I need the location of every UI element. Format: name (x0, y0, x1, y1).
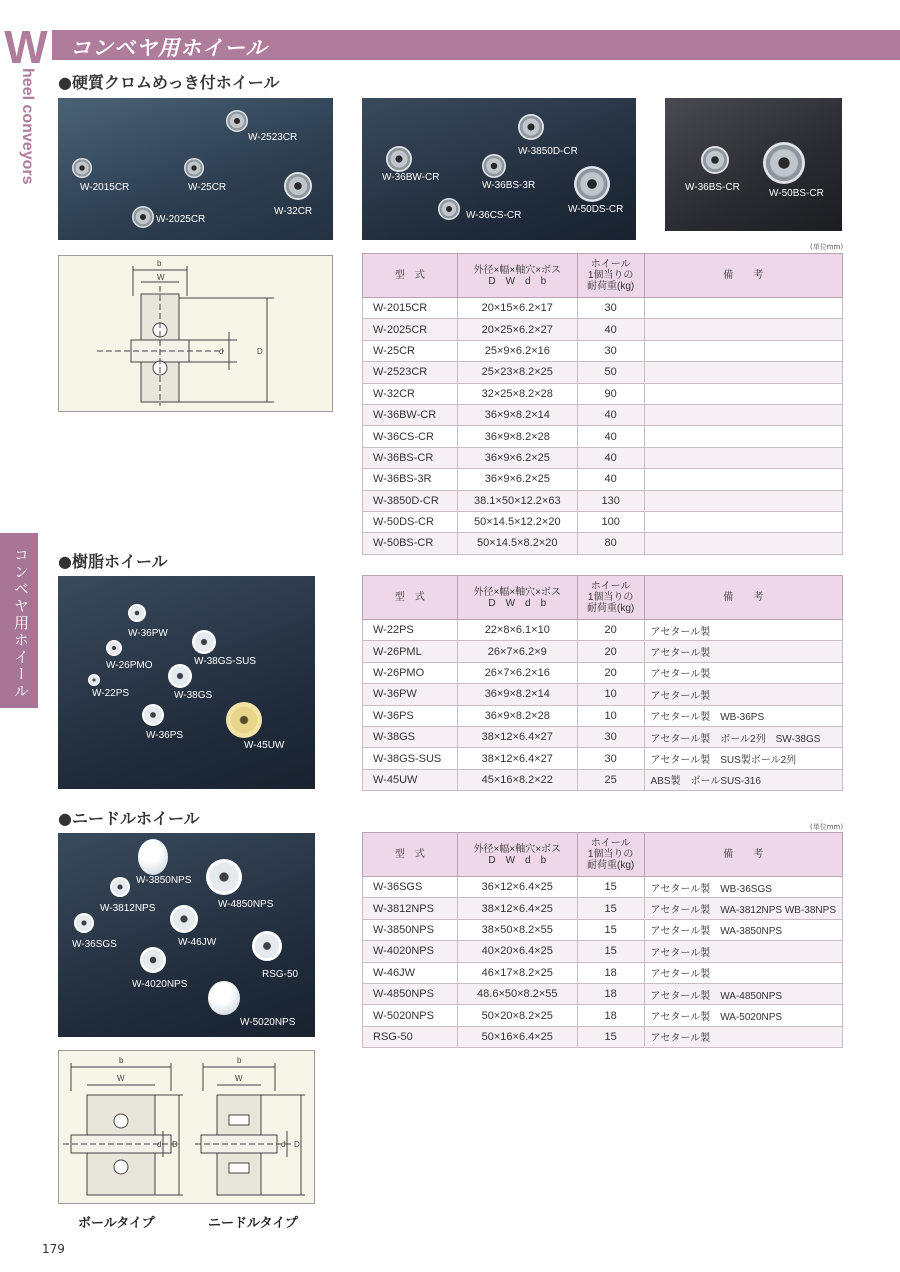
col-header-remarks: 備 考 (644, 833, 842, 877)
photo-label: W-38GS (174, 690, 213, 701)
cell-dims: 26×7×6.2×16 (457, 662, 577, 683)
wheel-image (518, 114, 544, 140)
cell-model: W-3850NPS (363, 919, 458, 940)
wheel-cross-section-drawing (59, 256, 334, 413)
cell-model: W-2015CR (363, 298, 458, 319)
cell-dims: 25×23×8.2×25 (457, 362, 577, 383)
cell-dims: 25×9×6.2×16 (457, 340, 577, 361)
table-row (363, 1005, 843, 1026)
cell-model: RSG-50 (363, 1026, 458, 1047)
col-header-model: 型 式 (363, 833, 458, 877)
cell-model: W-4850NPS (363, 983, 458, 1004)
photo-label: W-3850NPS (136, 875, 192, 886)
cell-load: 30 (577, 726, 644, 747)
cell-load: 18 (577, 1005, 644, 1026)
table-row (363, 919, 843, 940)
unit-note: (単位mm) (810, 823, 844, 831)
cell-remarks: アセタール製 SUS製ボール2列 (644, 748, 842, 769)
cell-remarks: アセタール製 WA-4850NPS (644, 983, 842, 1004)
cell-load: 15 (577, 877, 644, 898)
table-row (363, 319, 843, 340)
table-row (363, 426, 843, 447)
cell-dims: 50×14.5×12.2×20 (457, 511, 577, 532)
cell-model: W-25CR (363, 340, 458, 361)
cell-load: 10 (577, 705, 644, 726)
cell-dims: 36×9×8.2×28 (457, 426, 577, 447)
cell-dims: 46×17×8.2×25 (457, 962, 577, 983)
table-row (363, 641, 843, 662)
wheel-image (170, 905, 198, 933)
cell-load: 15 (577, 941, 644, 962)
cell-remarks (644, 383, 842, 404)
cell-dims: 38×50×8.2×55 (457, 919, 577, 940)
table-row (363, 511, 843, 532)
table-row (363, 1026, 843, 1047)
dimension-diagram-chrome (58, 255, 333, 412)
table-row (363, 620, 843, 641)
cell-dims: 36×9×8.2×28 (457, 705, 577, 726)
col-header-dims: 外径×幅×軸穴×ボス D W d b (457, 576, 577, 620)
wheel-image (74, 913, 94, 933)
cell-dims: 36×9×8.2×14 (457, 404, 577, 425)
cell-model: W-3812NPS (363, 898, 458, 919)
cell-model: W-46JW (363, 962, 458, 983)
wheel-image (284, 172, 312, 200)
label-w: W (117, 1074, 125, 1083)
label-big-d: D (294, 1140, 300, 1149)
cell-model: W-4020NPS (363, 941, 458, 962)
section-heading-needle: ●ニードルホイール (58, 809, 200, 828)
cell-model: W-38GS (363, 726, 458, 747)
label-d: d (157, 1140, 162, 1149)
cell-remarks (644, 340, 842, 361)
cell-remarks (644, 404, 842, 425)
cell-dims: 50×20×8.2×25 (457, 1005, 577, 1026)
wheel-image (226, 702, 262, 738)
cell-load: 40 (577, 319, 644, 340)
cell-dims: 38×12×6.4×25 (457, 898, 577, 919)
cell-model: W-32CR (363, 383, 458, 404)
table-row (363, 726, 843, 747)
table-row (363, 447, 843, 468)
label-w: W (157, 273, 165, 282)
photo-label: W-3812NPS (100, 903, 156, 914)
cell-remarks: アセタール製 (644, 620, 842, 641)
wheel-image (110, 877, 130, 897)
photo-chrome-wheels-3 (665, 98, 842, 231)
wheel-cross-section-drawings (59, 1051, 316, 1205)
cell-load: 30 (577, 298, 644, 319)
side-brand-text: heel conveyors (19, 68, 36, 185)
wheel-image (184, 158, 204, 178)
photo-label: W-36PS (146, 730, 184, 741)
cell-load: 100 (577, 511, 644, 532)
cell-model: W-2025CR (363, 319, 458, 340)
cell-load: 20 (577, 620, 644, 641)
cell-model: W-36PW (363, 684, 458, 705)
cell-load: 20 (577, 662, 644, 683)
cell-remarks: アセタール製 WB-36PS (644, 705, 842, 726)
photo-label: W-22PS (92, 688, 130, 699)
cell-load: 90 (577, 383, 644, 404)
cell-model: W-38GS-SUS (363, 748, 458, 769)
col-header-remarks: 備 考 (644, 254, 842, 298)
cell-model: W-36BS-CR (363, 447, 458, 468)
cell-dims: 38×12×6.4×27 (457, 726, 577, 747)
cell-load: 30 (577, 748, 644, 769)
photo-label: W-50BS-CR (769, 188, 824, 199)
label-d: d (219, 347, 224, 356)
cell-remarks (644, 511, 842, 532)
table-row (363, 983, 843, 1004)
caption-ball-type: ボールタイプ (78, 1216, 155, 1231)
table-row (363, 469, 843, 490)
wheel-image (132, 206, 154, 228)
cell-remarks: アセタール製 (644, 662, 842, 683)
cell-remarks (644, 298, 842, 319)
photo-label: RSG-50 (262, 969, 299, 980)
col-header-model: 型 式 (363, 576, 458, 620)
cell-model: W-22PS (363, 620, 458, 641)
cell-model: W-36BS-3R (363, 469, 458, 490)
photo-label: W-36BS-CR (685, 182, 740, 193)
cell-model: W-5020NPS (363, 1005, 458, 1026)
cell-dims: 38.1×50×12.2×63 (457, 490, 577, 511)
label-b: b (237, 1056, 242, 1065)
photo-chrome-wheels-1 (58, 98, 333, 240)
cell-load: 18 (577, 983, 644, 1004)
cell-dims: 32×25×8.2×28 (457, 383, 577, 404)
wheel-image (192, 630, 216, 654)
wheel-image (438, 198, 460, 220)
cell-remarks: ABS製 ボールSUS-316 (644, 769, 842, 790)
cell-load: 40 (577, 426, 644, 447)
cell-load: 40 (577, 447, 644, 468)
photo-label: W-38GS-SUS (194, 656, 257, 667)
cell-model: W-36PS (363, 705, 458, 726)
photo-label: W-36CS-CR (466, 210, 522, 221)
cell-remarks: アセタール製 ボール2列 SW-38GS (644, 726, 842, 747)
photo-needle-wheels (58, 833, 315, 1037)
label-w: W (235, 1074, 243, 1083)
photo-label: W-36SGS (72, 939, 117, 950)
cell-dims: 36×12×6.4×25 (457, 877, 577, 898)
cell-remarks: アセタール製 (644, 684, 842, 705)
table-row (363, 769, 843, 790)
table-row (363, 383, 843, 404)
cell-dims: 50×16×6.4×25 (457, 1026, 577, 1047)
spec-table-needle (362, 832, 843, 1048)
table-row (363, 962, 843, 983)
wheel-image (106, 640, 122, 656)
cell-dims: 20×25×6.2×27 (457, 319, 577, 340)
cell-model: W-36BW-CR (363, 404, 458, 425)
cell-load: 15 (577, 1026, 644, 1047)
cell-load: 20 (577, 641, 644, 662)
col-header-dims: 外径×幅×軸穴×ボス D W d b (457, 254, 577, 298)
photo-label: W-32CR (274, 206, 313, 217)
label-b: b (119, 1056, 124, 1065)
cell-remarks: アセタール製 WA-5020NPS (644, 1005, 842, 1026)
wheel-image (386, 146, 412, 172)
section-heading-resin: ●樹脂ホイール (58, 552, 168, 571)
cell-load: 30 (577, 340, 644, 361)
spec-table-resin (362, 575, 843, 791)
cell-load: 10 (577, 684, 644, 705)
wheel-image (142, 704, 164, 726)
cell-load: 18 (577, 962, 644, 983)
photo-chrome-wheels-2 (362, 98, 636, 240)
cell-remarks: アセタール製 WA-3812NPS WB-38NPS (644, 898, 842, 919)
photo-label: W-5020NPS (240, 1017, 296, 1028)
col-header-load: ホイール 1個当りの 耐荷重(kg) (577, 254, 644, 298)
cell-load: 15 (577, 898, 644, 919)
col-header-load: ホイール 1個当りの 耐荷重(kg) (577, 833, 644, 877)
cell-dims: 20×15×6.2×17 (457, 298, 577, 319)
cell-model: W-26PMO (363, 662, 458, 683)
section-header-bar (52, 30, 900, 60)
cell-dims: 38×12×6.4×27 (457, 748, 577, 769)
cell-load: 40 (577, 469, 644, 490)
cell-remarks (644, 533, 842, 554)
cell-remarks (644, 362, 842, 383)
label-b: b (157, 259, 162, 268)
cell-model: W-50BS-CR (363, 533, 458, 554)
photo-label: W-4850NPS (218, 899, 274, 910)
cell-remarks: アセタール製 WB-36SGS (644, 877, 842, 898)
col-header-load: ホイール 1個当りの 耐荷重(kg) (577, 576, 644, 620)
wheel-image (763, 142, 805, 184)
wheel-image (168, 664, 192, 688)
label-d: d (281, 1140, 286, 1149)
wheel-image (252, 931, 282, 961)
wheel-image (140, 947, 166, 973)
photo-label: W-25CR (188, 182, 227, 193)
cell-remarks (644, 426, 842, 447)
wheel-image (226, 110, 248, 132)
cell-model: W-26PML (363, 641, 458, 662)
cell-load: 130 (577, 490, 644, 511)
wheel-image (482, 154, 506, 178)
photo-label: W-36BS-3R (482, 180, 536, 191)
table-row (363, 404, 843, 425)
cell-dims: 36×9×8.2×14 (457, 684, 577, 705)
photo-label: W-2015CR (80, 182, 130, 193)
wheel-image (72, 158, 92, 178)
wheel-image (208, 981, 240, 1015)
table-row (363, 662, 843, 683)
table-row (363, 877, 843, 898)
wheel-image (128, 604, 146, 622)
cell-model: W-50DS-CR (363, 511, 458, 532)
page-number: 179 (42, 1242, 65, 1256)
caption-needle-type: ニードルタイプ (208, 1216, 298, 1231)
page-title: コンベヤ用ホイール (70, 36, 268, 60)
spec-table-chrome (362, 253, 843, 555)
table-row (363, 748, 843, 769)
cell-remarks: アセタール製 (644, 1026, 842, 1047)
cell-remarks: アセタール製 (644, 941, 842, 962)
photo-label: W-2523CR (248, 132, 298, 143)
photo-label: W-4020NPS (132, 979, 188, 990)
table-row (363, 705, 843, 726)
cell-remarks: アセタール製 (644, 962, 842, 983)
table-row (363, 898, 843, 919)
col-header-model: 型 式 (363, 254, 458, 298)
wheel-image (574, 166, 610, 202)
photo-label: W-45UW (244, 740, 285, 751)
photo-label: W-2025CR (156, 214, 206, 225)
cell-load: 80 (577, 533, 644, 554)
photo-label: W-3850D-CR (518, 146, 578, 157)
cell-load: 50 (577, 362, 644, 383)
cell-remarks (644, 469, 842, 490)
cell-dims: 22×8×6.1×10 (457, 620, 577, 641)
photo-label: W-36PW (128, 628, 168, 639)
cell-model: W-36SGS (363, 877, 458, 898)
side-tab-label: コンベヤ用ホイール (12, 547, 30, 700)
cell-dims: 26×7×6.2×9 (457, 641, 577, 662)
photo-label: W-26PMO (106, 660, 153, 671)
cell-remarks (644, 447, 842, 468)
side-brand-initial: W (4, 21, 48, 73)
cell-model: W-45UW (363, 769, 458, 790)
table-row (363, 941, 843, 962)
unit-note: (単位mm) (810, 243, 844, 251)
cell-model: W-36CS-CR (363, 426, 458, 447)
section-heading-chrome: ●硬質クロムめっき付ホイール (58, 73, 280, 92)
col-header-remarks: 備 考 (644, 576, 842, 620)
table-row (363, 684, 843, 705)
photo-resin-wheels (58, 576, 315, 789)
cell-remarks (644, 319, 842, 340)
cell-model: W-2523CR (363, 362, 458, 383)
wheel-image (88, 674, 100, 686)
table-row (363, 298, 843, 319)
cell-remarks: アセタール製 WA-3850NPS (644, 919, 842, 940)
dimension-diagram-needle (58, 1050, 315, 1204)
table-row (363, 340, 843, 361)
side-category-tab[interactable] (0, 533, 38, 708)
cell-dims: 50×14.5×8.2×20 (457, 533, 577, 554)
cell-dims: 36×9×6.2×25 (457, 469, 577, 490)
cell-load: 40 (577, 404, 644, 425)
photo-label: W-50DS-CR (568, 204, 624, 215)
label-big-d: D (257, 347, 263, 356)
photo-label: W-46JW (178, 937, 217, 948)
cell-dims: 36×9×6.2×25 (457, 447, 577, 468)
cell-remarks (644, 490, 842, 511)
label-big-d: D (172, 1140, 178, 1149)
cell-dims: 40×20×6.4×25 (457, 941, 577, 962)
cell-load: 15 (577, 919, 644, 940)
cell-model: W-3850D-CR (363, 490, 458, 511)
table-row (363, 490, 843, 511)
wheel-image (206, 859, 242, 895)
photo-label: W-36BW-CR (382, 172, 440, 183)
cell-remarks: アセタール製 (644, 641, 842, 662)
wheel-image (138, 839, 168, 875)
col-header-dims: 外径×幅×軸穴×ボス D W d b (457, 833, 577, 877)
wheel-image (701, 146, 729, 174)
cell-dims: 45×16×8.2×22 (457, 769, 577, 790)
table-row (363, 533, 843, 554)
cell-dims: 48.6×50×8.2×55 (457, 983, 577, 1004)
table-row (363, 362, 843, 383)
cell-load: 25 (577, 769, 644, 790)
